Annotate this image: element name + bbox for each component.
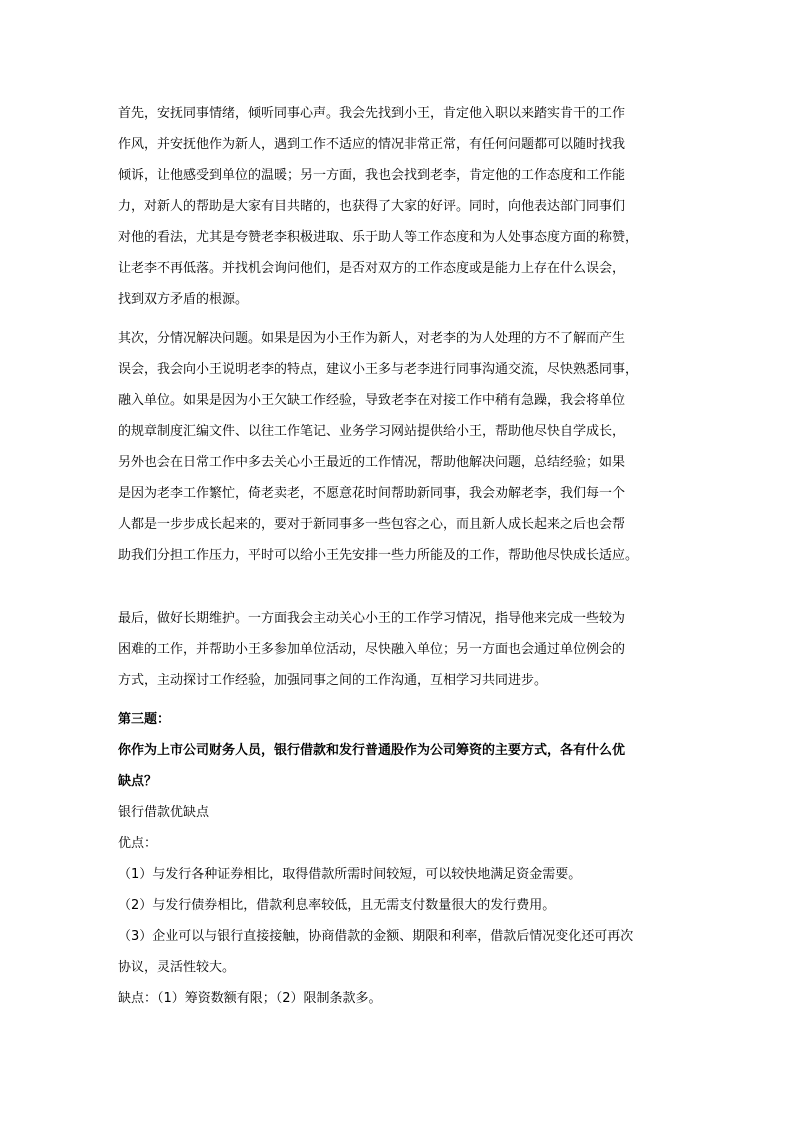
text-line: 另外也会在日常工作中多去关心小王最近的工作情况，帮助他解决问题，总结经验；如果 <box>118 455 626 470</box>
text-line: 的规章制度汇编文件、以往工作笔记、业务学习网站提供给小王，帮助他尽快自学成长， <box>118 424 626 439</box>
text-line: 对他的看法，尤其是夸赞老李积极进取、乐于助人等工作态度和为人处事态度方面的称赞， <box>118 230 639 245</box>
question-line: 你作为上市公司财务人员，银行借款和发行普通股作为公司筹资的主要方式，各有什么优 <box>118 743 626 758</box>
text-line: 是因为老李工作繁忙，倚老卖老，不愿意花时间帮助新同事，我会劝解老李，我们每一个 <box>118 486 626 501</box>
advantage-item: （3）企业可以与银行直接接触，协商借款的金额、期限和利率，借款后情况变化还可再次 <box>118 929 634 944</box>
document-body <box>118 98 682 1014</box>
question-label: 第三题： <box>118 712 171 727</box>
question-line: 缺点？ <box>118 774 158 789</box>
text-line: 误会，我会向小王说明老李的特点，建议小王多与老李进行同事沟通交流，尽快熟悉同事， <box>118 362 639 377</box>
text-line: 最后，做好长期维护。一方面我会主动关心小王的工作学习情况，指导他来完成一些较为 <box>118 611 626 626</box>
text-line: 首先，安抚同事情绪，倾听同事心声。我会先找到小王，肯定他入职以来踏实肯干的工作 <box>118 106 626 121</box>
text-line: 让老李不再低落。并找机会询问他们，是否对双方的工作态度或是能力上存在什么误会， <box>118 261 626 276</box>
text-line: 作风，并安抚他作为新人，遇到工作不适应的情况非常正常，有任何问题都可以随时找我 <box>118 137 626 152</box>
text-line: 其次，分情况解决问题。如果是因为小王作为新人，对老李的为人处理的方不了解而产生 <box>118 331 626 346</box>
advantages-label: 优点： <box>118 836 158 851</box>
paragraph-comfort <box>118 98 682 315</box>
spacer <box>118 579 682 603</box>
advantage-item: （2）与发行债券相比，借款利息率较低，且无需支付数量很大的发行费用。 <box>118 898 556 913</box>
text-line: 困难的工作，并帮助小王多参加单位活动，尽快融入单位；另一方面也会通过单位例会的 <box>118 642 626 657</box>
text-line: 力，对新人的帮助是大家有目共睹的，也获得了大家的好评。同时，向他表达部门同事们 <box>118 199 626 214</box>
advantage-item: 协议，灵活性较大。 <box>118 960 236 975</box>
section-title: 银行借款优缺点 <box>118 805 210 820</box>
text-line: 找到双方矛盾的根源。 <box>118 292 249 307</box>
disadvantages-line: 缺点：（1）筹资数额有限；（2）限制条款多。 <box>118 991 382 1006</box>
text-line: 人都是一步步成长起来的，要对于新同事多一些包容之心，而且新人成长起来之后也会帮 <box>118 517 626 532</box>
paragraph-solve <box>118 323 682 571</box>
text-line: 融入单位。如果是因为小王欠缺工作经验，导致老李在对接工作中稍有急躁，我会将单位 <box>118 393 626 408</box>
text-line: 助我们分担工作压力，平时可以给小王先安排一些力所能及的工作，帮助他尽快成长适应。 <box>118 548 639 563</box>
text-line: 倾诉，让他感受到单位的温暖；另一方面，我也会找到老李，肯定他的工作态度和工作能 <box>118 168 626 183</box>
text-line: 方式，主动探讨工作经验，加强同事之间的工作沟通，互相学习共同进步。 <box>118 673 548 688</box>
advantage-item: （1）与发行各种证券相比，取得借款所需时间较短，可以较快地满足资金需要。 <box>118 867 582 882</box>
paragraph-maintain <box>118 603 682 696</box>
